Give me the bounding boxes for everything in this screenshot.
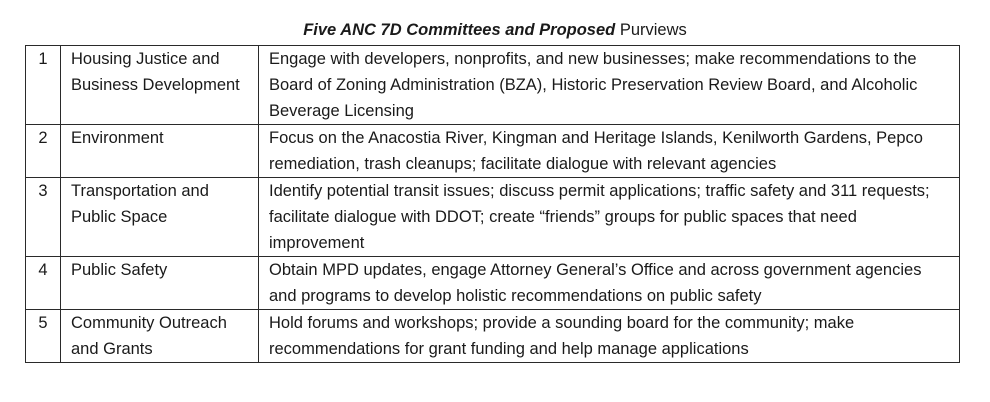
table-row [26, 310, 960, 363]
committee-number: 4 [26, 257, 61, 310]
committee-name: Housing Justice and Business Development [61, 46, 259, 125]
committee-number: 3 [26, 178, 61, 257]
committee-purview: Hold forums and workshops; provide a sounding board for the community; make recommendations for grant funding and help manage applications [259, 310, 960, 363]
table-row [26, 257, 960, 310]
committee-name: Environment [61, 125, 259, 178]
committee-number: 2 [26, 125, 61, 178]
caption-regular-part: Purviews [619, 21, 687, 39]
table-caption [0, 19, 990, 41]
committee-name: Transportation and Public Space [61, 178, 259, 257]
table-row [26, 46, 960, 125]
committee-purview: Focus on the Anacostia River, Kingman and Heritage Islands, Kenilworth Gardens, Pepco remediation, trash cleanups; facilitate dialogue with relevant agencies [259, 125, 960, 178]
table-row [26, 125, 960, 178]
committee-purview: Identify potential transit issues; discuss permit applications; traffic safety and 311 requests; facilitate dialogue with DDOT; create “friends” groups for public spaces that need improvement [259, 178, 960, 257]
table-row [26, 178, 960, 257]
committee-purview: Obtain MPD updates, engage Attorney General’s Office and across government agencies and programs to develop holistic recommendations on public safety [259, 257, 960, 310]
committee-number: 5 [26, 310, 61, 363]
caption-bold-part: Five ANC 7D Committees and Proposed [303, 21, 616, 39]
committee-purview: Engage with developers, nonprofits, and new businesses; make recommendations to the Board of Zoning Administration (BZA), Historic Preservation Review Board, and Alcoholic Beverage Licensing [259, 46, 960, 125]
committee-name: Public Safety [61, 257, 259, 310]
committee-number: 1 [26, 46, 61, 125]
committee-name: Community Outreach and Grants [61, 310, 259, 363]
committees-table [25, 45, 960, 363]
